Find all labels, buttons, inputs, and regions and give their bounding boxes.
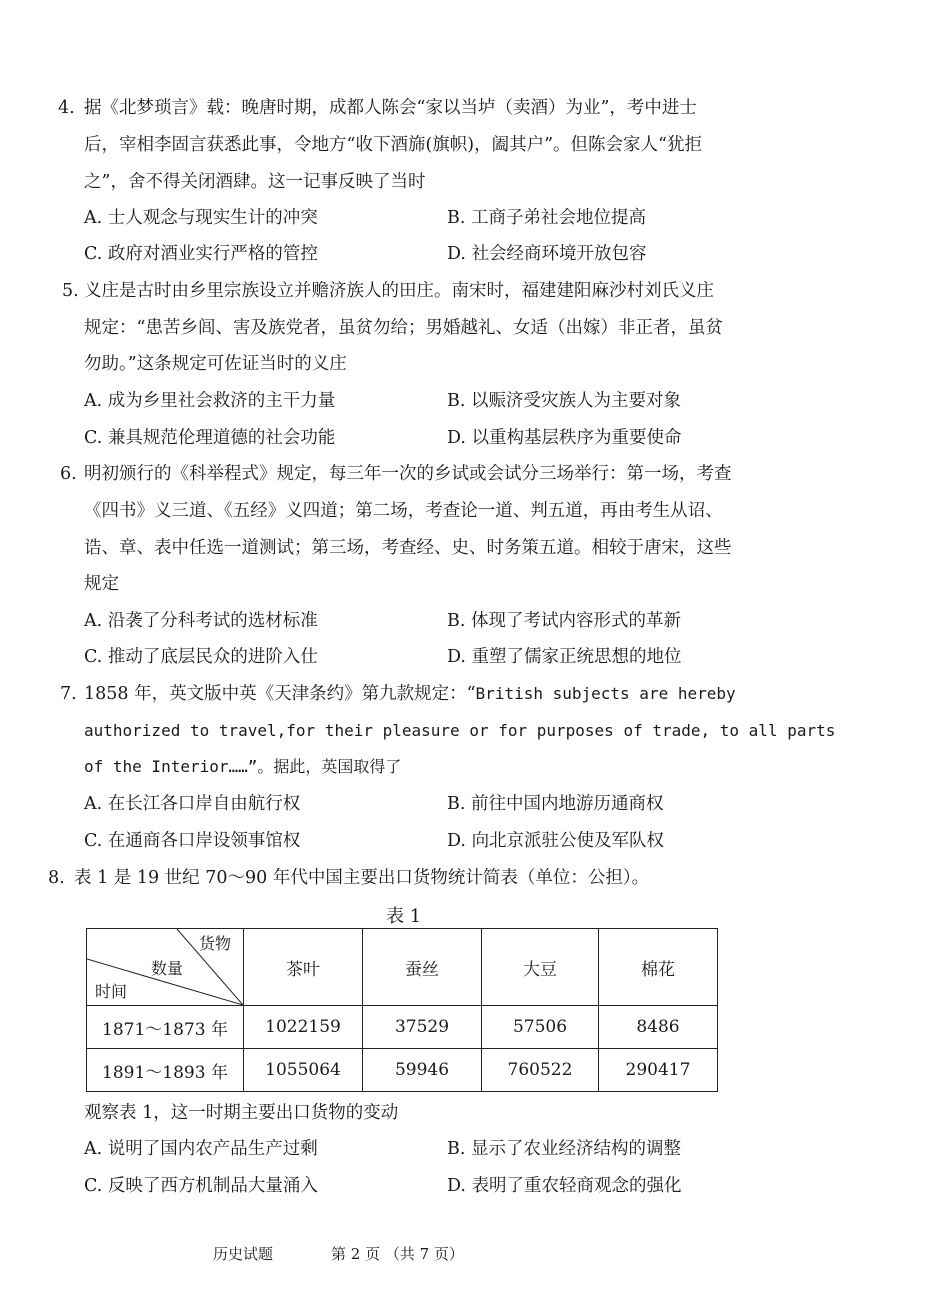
question-7-line-2: authorized to travel,for their pleasure or for purposes of trade, to all parts bbox=[84, 721, 836, 740]
option-letter: C. bbox=[84, 1176, 103, 1196]
question-7-option-a[interactable] bbox=[84, 793, 300, 815]
option-text: 士人观念与现实生计的冲突 bbox=[107, 208, 318, 228]
question-6-option-a[interactable] bbox=[84, 610, 318, 632]
option-text: 表明了重农轻商观念的强化 bbox=[471, 1176, 682, 1196]
option-letter: B. bbox=[447, 611, 466, 631]
question-7-number: 7. bbox=[60, 684, 77, 704]
option-text: 兼具规范伦理道德的社会功能 bbox=[107, 428, 336, 448]
question-4-option-d[interactable] bbox=[447, 243, 647, 265]
column-header-soybean: 大豆 bbox=[482, 929, 599, 1006]
question-6-option-b[interactable] bbox=[447, 610, 681, 632]
option-letter: C. bbox=[84, 244, 103, 264]
question-4-number: 4. bbox=[58, 98, 75, 118]
option-letter: B. bbox=[447, 208, 466, 228]
row-period: 1891～1893 年 bbox=[87, 1049, 244, 1092]
question-6-line-4: 规定 bbox=[84, 574, 119, 594]
option-letter: A. bbox=[84, 1139, 103, 1159]
question-8-number: 8. bbox=[48, 868, 65, 888]
option-letter: D. bbox=[447, 647, 466, 667]
question-4-line-1: 据《北梦琐言》载：晚唐时期，成都人陈会“家以当垆（卖酒）为业”，考中进士 bbox=[84, 98, 697, 118]
option-text: 反映了西方机制品大量涌入 bbox=[107, 1176, 318, 1196]
option-text: 显示了农业经济结构的调整 bbox=[471, 1139, 682, 1159]
cell-silk: 59946 bbox=[363, 1049, 482, 1092]
question-7-line-1 bbox=[84, 683, 736, 705]
question-5-option-b[interactable] bbox=[447, 390, 681, 412]
option-letter: C. bbox=[84, 428, 103, 448]
cell-soybean: 57506 bbox=[482, 1006, 599, 1049]
question-8-line-1: 表 1 是 19 世纪 70～90 年代中国主要出口货物统计简表（单位：公担）。 bbox=[74, 868, 650, 888]
option-text: 社会经商环境开放包容 bbox=[471, 244, 647, 264]
column-header-cotton: 棉花 bbox=[599, 929, 718, 1006]
table-title: 表 1 bbox=[386, 906, 422, 927]
question-8-option-d[interactable] bbox=[447, 1175, 682, 1197]
option-text: 政府对酒业实行严格的管控 bbox=[107, 244, 318, 264]
question-5-line-2: 规定：“患苦乡闾、害及族党者，虽贫勿给；男婚越礼、女适（出嫁）非正者，虽贫 bbox=[84, 318, 723, 338]
table-row bbox=[87, 1049, 718, 1092]
question-5-line-1: 义庄是古时由乡里宗族设立并赡济族人的田庄。南宋时，福建建阳麻沙村刘氏义庄 bbox=[84, 281, 714, 301]
question-4-option-b[interactable] bbox=[447, 207, 646, 229]
question-6-line-3: 诰、章、表中任选一道测试；第三场，考查经、史、时务策五道。相较于唐宋，这些 bbox=[84, 538, 732, 558]
cell-tea: 1022159 bbox=[244, 1006, 363, 1049]
cell-tea: 1055064 bbox=[244, 1049, 363, 1092]
option-letter: A. bbox=[84, 611, 103, 631]
column-header-silk: 蚕丝 bbox=[363, 929, 482, 1006]
question-6-option-c[interactable] bbox=[84, 646, 318, 668]
option-text: 推动了底层民众的进阶入仕 bbox=[107, 647, 318, 667]
option-letter: C. bbox=[84, 647, 103, 667]
question-7-line-3-text: of the Interior……”。据此，英国取得了 bbox=[84, 757, 402, 776]
question-6-line-1: 明初颁行的《科举程式》规定，每三年一次的乡试或会试分三场举行：第一场，考查 bbox=[84, 464, 732, 484]
option-text: 沿袭了分科考试的选材标准 bbox=[107, 611, 318, 631]
cell-cotton: 290417 bbox=[599, 1049, 718, 1092]
question-7-line-1-chinese: 1858 年，英文版中英《天津条约》第九款规定：“ bbox=[84, 684, 476, 704]
cell-cotton: 8486 bbox=[599, 1006, 718, 1049]
question-7-line-1-english: British subjects are hereby bbox=[475, 684, 736, 703]
option-letter: B. bbox=[447, 1139, 466, 1159]
question-6-number: 6. bbox=[60, 464, 77, 484]
footer-page-number: 第 2 页 （共 7 页） bbox=[331, 1245, 464, 1263]
table-corner-cell bbox=[87, 929, 244, 1006]
cell-silk: 37529 bbox=[363, 1006, 482, 1049]
question-8-option-b[interactable] bbox=[447, 1138, 681, 1160]
option-text: 在长江各口岸自由航行权 bbox=[107, 794, 301, 814]
question-5-option-a[interactable] bbox=[84, 390, 335, 412]
corner-label-time: 时间 bbox=[95, 982, 128, 1001]
option-letter: D. bbox=[447, 244, 466, 264]
option-text: 体现了考试内容形式的革新 bbox=[471, 611, 682, 631]
column-header-tea: 茶叶 bbox=[244, 929, 363, 1006]
question-7-option-b[interactable] bbox=[447, 793, 664, 815]
option-text: 说明了国内农产品生产过剩 bbox=[107, 1139, 318, 1159]
question-7-option-d[interactable] bbox=[447, 830, 664, 852]
question-5-line-3: 勿助。”这条规定可佐证当时的义庄 bbox=[84, 354, 347, 374]
option-text: 重塑了儒家正统思想的地位 bbox=[471, 647, 682, 667]
footer-subject: 历史试题 bbox=[213, 1245, 274, 1263]
corner-label-quantity: 数量 bbox=[151, 959, 184, 978]
question-5-option-d[interactable] bbox=[447, 427, 682, 449]
question-8-option-c[interactable] bbox=[84, 1175, 318, 1197]
option-text: 以重构基层秩序为重要使命 bbox=[471, 428, 682, 448]
option-text: 前往中国内地游历通商权 bbox=[471, 794, 664, 814]
question-4-line-2: 后，宰相李固言获悉此事，令地方“收下酒旆(旗帜)，阖其户”。但陈会家人“犹拒 bbox=[84, 135, 702, 155]
question-6-line-2: 《四书》义三道、《五经》义四道；第二场，考查论一道、判五道，再由考生从诏、 bbox=[84, 501, 723, 521]
table-row bbox=[87, 1006, 718, 1049]
question-4-option-a[interactable] bbox=[84, 207, 318, 229]
question-4-option-c[interactable] bbox=[84, 243, 318, 265]
question-7-option-c[interactable] bbox=[84, 830, 300, 852]
option-text: 在通商各口岸设领事馆权 bbox=[107, 831, 301, 851]
option-letter: B. bbox=[447, 391, 466, 411]
question-5-number: 5. bbox=[62, 281, 79, 301]
table-header-row bbox=[87, 929, 718, 1006]
option-text: 工商子弟社会地位提高 bbox=[471, 208, 647, 228]
question-5-option-c[interactable] bbox=[84, 427, 335, 449]
option-letter: A. bbox=[84, 208, 103, 228]
row-period: 1871～1873 年 bbox=[87, 1006, 244, 1049]
question-8-option-a[interactable] bbox=[84, 1138, 318, 1160]
export-goods-table bbox=[86, 928, 718, 1092]
option-text: 以赈济受灾族人为主要对象 bbox=[471, 391, 682, 411]
option-letter: A. bbox=[84, 794, 103, 814]
corner-label-goods: 货物 bbox=[199, 934, 232, 953]
question-8-after-table: 观察表 1，这一时期主要出口货物的变动 bbox=[84, 1103, 399, 1123]
question-6-option-d[interactable] bbox=[447, 646, 682, 668]
option-letter: D. bbox=[447, 831, 466, 851]
question-4-line-3: 之”，舍不得关闭酒肆。这一记事反映了当时 bbox=[84, 172, 426, 192]
question-7-line-3 bbox=[84, 756, 401, 778]
option-letter: D. bbox=[447, 428, 466, 448]
option-letter: D. bbox=[447, 1176, 466, 1196]
option-letter: A. bbox=[84, 391, 103, 411]
cell-soybean: 760522 bbox=[482, 1049, 599, 1092]
option-letter: C. bbox=[84, 831, 103, 851]
option-text: 向北京派驻公使及军队权 bbox=[471, 831, 665, 851]
option-letter: B. bbox=[447, 794, 466, 814]
option-text: 成为乡里社会救济的主干力量 bbox=[107, 391, 336, 411]
